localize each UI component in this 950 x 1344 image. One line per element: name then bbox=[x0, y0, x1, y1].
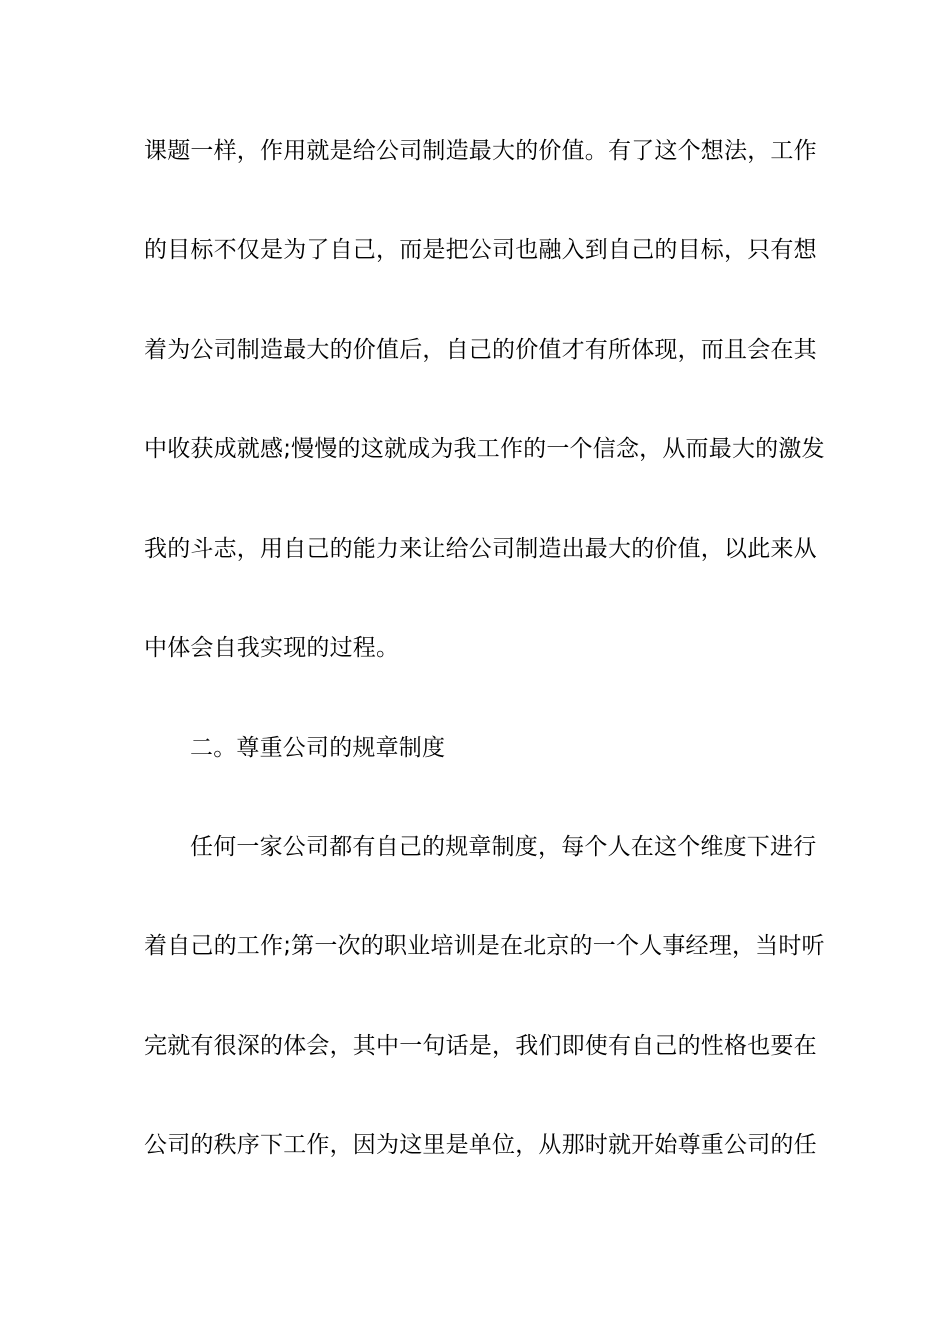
paragraph-line: 公司的秩序下工作，因为这里是单位，从那时就开始尊重公司的任 bbox=[144, 1132, 817, 1158]
paragraph-line: 完就有很深的体会，其中一句话是，我们即使有自己的性格也要在 bbox=[144, 1033, 817, 1059]
paragraph-line: 的目标不仅是为了自己，而是把公司也融入到自己的目标，只有想 bbox=[144, 237, 817, 263]
paragraph-line: 着为公司制造最大的价值后，自己的价值才有所体现，而且会在其 bbox=[144, 337, 817, 363]
paragraph-line: 课题一样，作用就是给公司制造最大的价值。有了这个想法，工作 bbox=[144, 138, 817, 164]
paragraph-line: 着自己的工作;第一次的职业培训是在北京的一个人事经理，当时听 bbox=[144, 933, 825, 959]
paragraph-line: 中收获成就感;慢慢的这就成为我工作的一个信念，从而最大的激发 bbox=[144, 436, 825, 462]
paragraph-line: 我的斗志，用自己的能力来让给公司制造出最大的价值，以此来从 bbox=[144, 536, 817, 562]
paragraph-line-last: 中体会自我实现的过程。 bbox=[144, 635, 400, 661]
paragraph-line-first: 任何一家公司都有自己的规章制度，每个人在这个维度下进行 bbox=[190, 834, 817, 860]
section-heading: 二。尊重公司的规章制度 bbox=[190, 735, 446, 761]
